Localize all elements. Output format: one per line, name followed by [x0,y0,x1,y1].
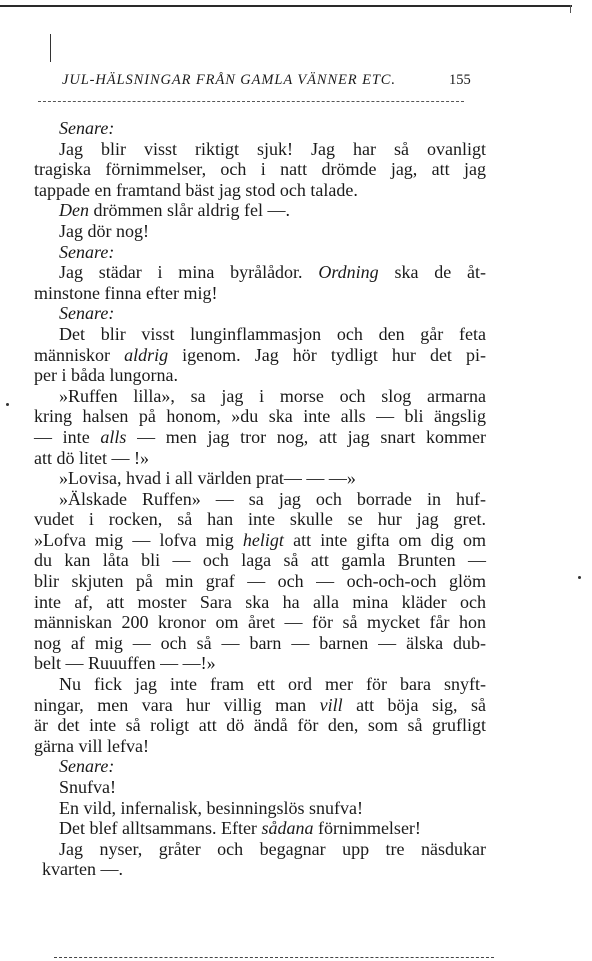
body-text [34,118,486,880]
text-run: tappade en framtand bäst jag stod och talade. [34,179,358,200]
text-line [34,612,486,633]
running-title: JUL-HÄLSNINGAR FRÅN GAMLA VÄNNER ETC. [62,72,396,88]
speaker-label: Senare: [59,118,115,138]
text-run: — men jag tror nog, att jag snart kommer [126,426,486,447]
text-line [34,489,486,510]
text-run: per i båda lungorna. [34,365,178,386]
text-line [34,777,486,798]
text-run: ningar, men vara hur villig man [34,694,320,715]
text-run: Snufva! [59,777,116,797]
text-line [34,818,486,839]
text-run: människan 200 kronor om året — för så mycket får hon [34,612,486,633]
text-line [34,345,486,366]
text-line [34,139,486,160]
speaker-label: Senare: [59,241,115,262]
emphasis: alls [100,426,127,447]
text-run: att böja sig, så [342,694,486,715]
text-run: Det blef alltsammans. Efter [59,818,262,839]
text-line [34,592,486,613]
text-line [34,715,486,736]
text-line [34,674,486,695]
text-line [34,448,486,469]
top-rule [0,5,572,7]
text-run: belt — Ruuuffen — —!» [34,653,216,674]
text-run: du kan låta bli — och laga så att gamla Brunten — [34,550,486,571]
footer-rule [54,957,494,958]
text-run: är det inte så roligt att dö ändå för den, som så grufligt [34,715,486,736]
text-run: drömmen slår aldrig fel —. [89,200,290,221]
speaker-label: Senare: [59,303,115,324]
top-rule-tick [562,5,571,13]
text-run: blir skjuten på min graf — och — och-och-och glöm [34,571,486,592]
text-run: förnimmelser! [313,818,421,839]
text-line [34,509,486,530]
text-line [34,283,486,304]
text-line [34,200,486,221]
text-run: tragiska förnimmelser, och i natt drömde jag, att jag [34,159,486,180]
text-run: nog af mig — och så — barn — barnen — älska dub- [34,632,486,653]
text-run: kring halsen på honom, »du ska inte alls — bli ängslig [34,406,486,427]
text-line [34,839,486,860]
text-run: En vild, infernalisk, besinningslös snufva! [59,797,363,818]
margin-dot [6,403,9,406]
speaker-label: Senare: [59,756,115,777]
text-run: »Ruffen lilla», sa jag i morse och slog armarna [59,385,486,406]
margin-dot [578,576,581,579]
text-line [34,386,486,407]
text-line [34,736,486,757]
margin-mark [50,34,51,62]
text-run: ska de åt- [378,262,486,283]
text-run: Jag blir visst riktigt sjuk! Jag har så ovanligt [59,138,486,159]
text-line [34,406,486,427]
emphasis: sådana [261,818,314,839]
text-line [34,427,486,448]
text-line [34,859,486,880]
text-run: Jag städar i mina byrålådor. [59,262,319,283]
text-run: att inte gifta om dig om [283,529,486,550]
text-run: Jag nyser, gråter och begagnar upp tre näsdukar [59,838,486,859]
text-line [34,530,486,551]
text-line [34,468,486,489]
emphasis: aldrig [124,344,169,365]
emphasis: vill [319,694,343,715]
text-line [34,571,486,592]
running-header [34,72,554,96]
text-line [34,262,486,283]
emphasis: Den [59,200,89,221]
text-line [34,695,486,716]
text-run: igenom. Jag hör tydligt hur det pi- [168,344,486,365]
text-run: gärna vill lefva! [34,735,149,756]
text-line [34,221,486,242]
text-line [34,798,486,819]
page-number: 155 [449,72,471,88]
text-run: inte af, att moster Sara ska ha alla mina kläder och [34,591,486,612]
text-run: »Älskade Ruffen» — sa jag och borrade in huf- [59,488,486,509]
header-rule [38,101,464,102]
text-run: vudet i rocken, så han inte skulle se hur jag gret. [34,509,486,530]
text-run: människor [34,344,125,365]
text-run: kvarten —. [42,859,123,880]
text-run: att dö litet — !» [34,447,149,468]
text-line [34,324,486,345]
text-line [34,653,486,674]
text-line [34,159,486,180]
text-line [34,180,486,201]
text-run: minstone finna efter mig! [34,282,218,303]
text-run: Det blir visst lunginflammasjon och den går feta [59,323,486,344]
text-run: »Lovisa, hvad i all världen prat— — —» [59,468,356,489]
emphasis: Ordning [318,262,379,283]
text-run: »Lofva mig — lofva mig [34,529,243,550]
text-line [34,365,486,386]
text-run: Nu fick jag inte fram ett ord mer för bara snyft- [59,674,486,695]
text-run: Jag dör nog! [59,220,149,241]
emphasis: heligt [242,529,284,550]
text-line [34,550,486,571]
text-run: — inte [34,426,101,447]
text-line [34,633,486,654]
